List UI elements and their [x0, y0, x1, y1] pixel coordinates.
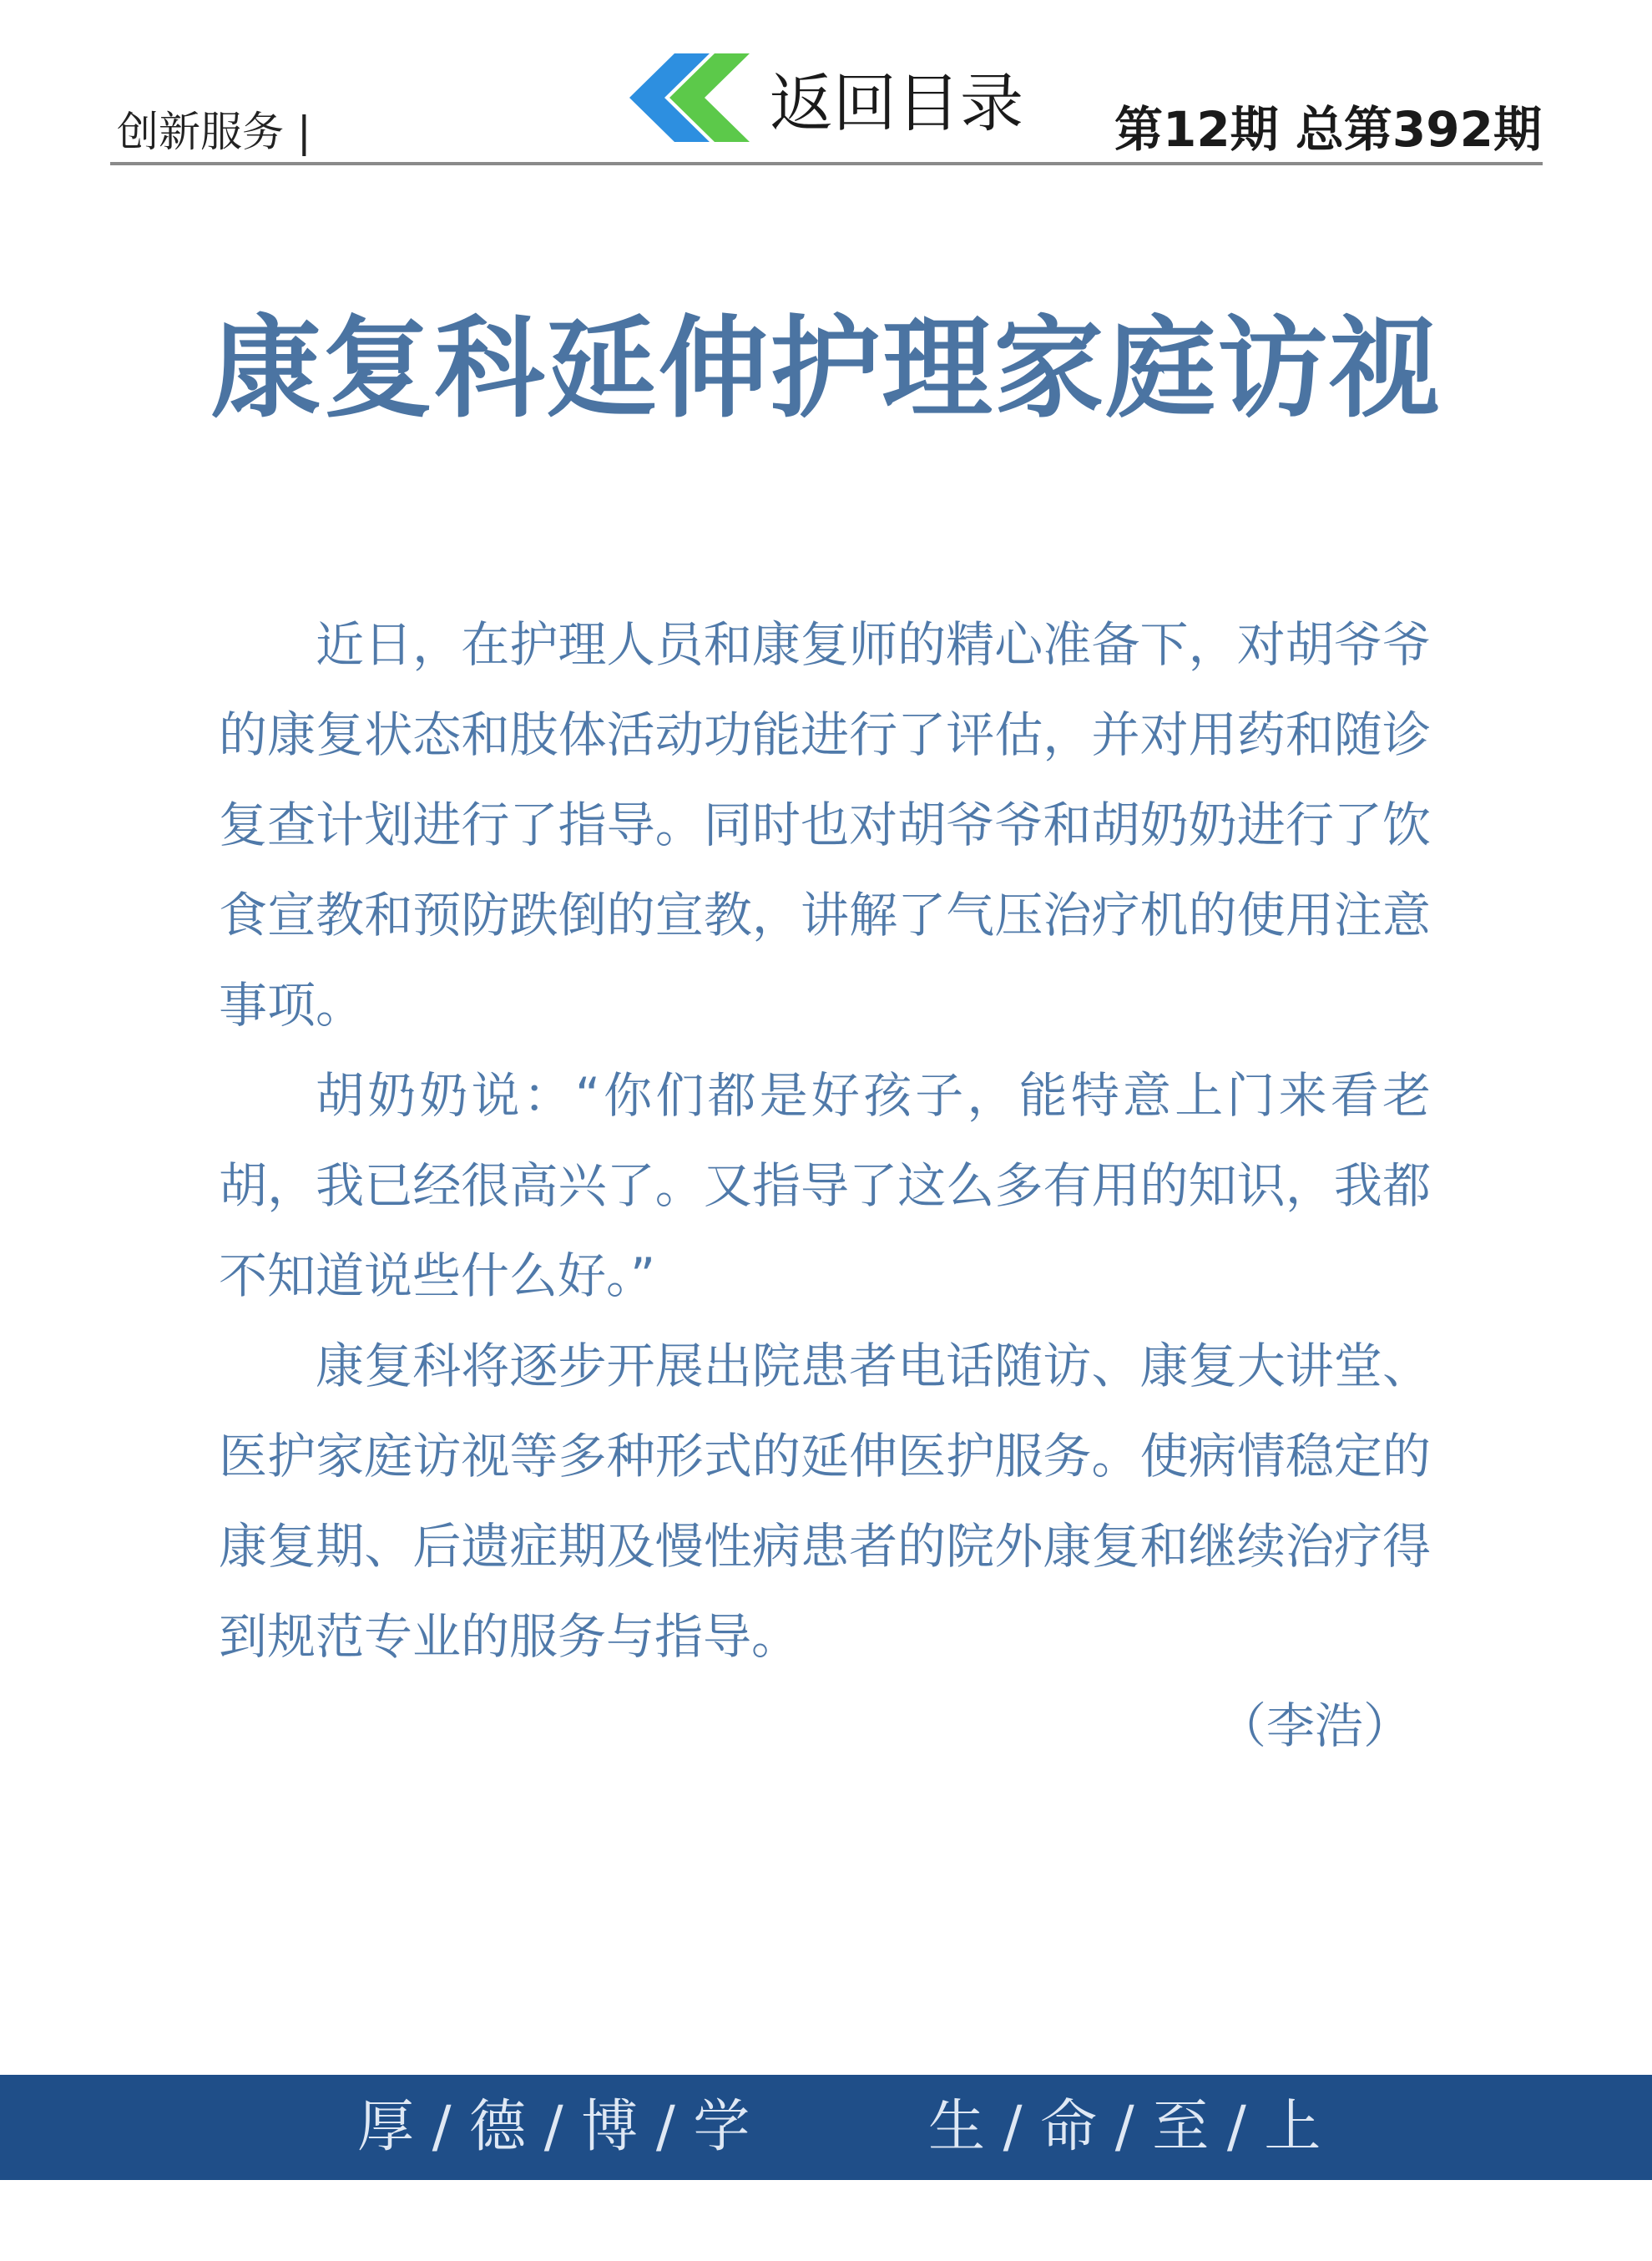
- article-author: （李浩）: [1217, 1697, 1412, 1754]
- article-body: [219, 599, 1431, 1682]
- motto-left: 厚 / 德 / 博 / 学: [357, 2094, 750, 2160]
- article-paragraph: 康复科将逐步开展出院患者电话随访、康复大讲堂、医护家庭访视等多种形式的延伸医护服务。使病情稳定的康复期、后遗症期及慢性病患者的院外康复和继续治疗得到规范专业的服务与指导。: [219, 1338, 1431, 1665]
- issue-number: 第12期 总第392期: [1114, 101, 1542, 158]
- article-title: 康复科延伸护理家庭访视: [210, 305, 1442, 433]
- footer-band: [0, 2075, 1652, 2180]
- header-divider: [110, 162, 1543, 165]
- section-label: 创新服务 |: [117, 108, 311, 156]
- back-button-label: 返回目录: [770, 65, 1023, 140]
- article-paragraph: 胡奶奶说：“你们都是好孩子，能特意上门来看老胡，我已经很高兴了。又指导了这么多有用的知识，我都不知道说些什么好。”: [219, 1067, 1431, 1304]
- back-to-contents-button[interactable]: [628, 52, 1023, 144]
- motto-right: 生 / 命 / 至 / 上: [928, 2094, 1321, 2160]
- article-paragraph: 近日，在护理人员和康复师的精心准备下，对胡爷爷的康复状态和肢体活动功能进行了评估，并对用药和随诊复查计划进行了指导。同时也对胡爷爷和胡奶奶进行了饮食宣教和预防跌倒的宣教，讲解了气压治疗机的使用注意事项。: [219, 616, 1431, 1034]
- double-chevron-left-icon: [628, 52, 753, 144]
